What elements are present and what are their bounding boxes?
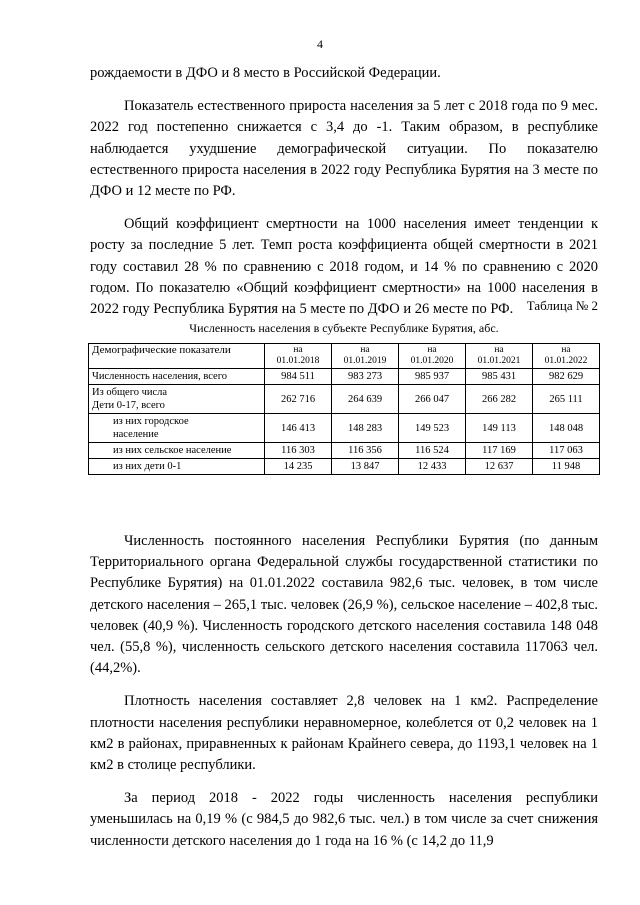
table-header-2021: на 01.01.2021 xyxy=(466,344,533,369)
paragraph-natural-growth: Показатель естественного прироста населения за 5 лет с 2018 года по 9 мес. 2022 год постепенно снижается с 3,4 до -1. Таким образом, в республике наблюдается ухудшение демографической ситуации. По показателю естественного прироста населения в 2022 году Республика Бурятия на 3 месте по ДФО и 12 месте по РФ. xyxy=(90,98,598,200)
table-caption: Численность населения в субъекте Республике Бурятия, абс. xyxy=(189,321,499,335)
table-row-label: из них городское население xyxy=(89,414,265,443)
table-cell: 266 047 xyxy=(399,385,466,414)
table-header-2018: на 01.01.2018 xyxy=(265,344,332,369)
bottom-text-block xyxy=(90,531,598,852)
table-cell: 13 847 xyxy=(332,459,399,475)
table-cell: 12 637 xyxy=(466,459,533,475)
table-row xyxy=(89,385,600,414)
table-row xyxy=(89,369,600,385)
paragraph-mortality: Общий коэффициент смертности на 1000 населения имеет тенденции к росту за последние 5 лет. Темп роста коэффициента общей смертности в 2021 году составил 28 % по сравнению с 2018 годом, и 14 % по сравнению с 2020 годом. По показателю «Общий коэффициент смертности» на 1000 населения в 2022 году Республика Бурятия на 5 месте по ДФО и 26 месте по РФ. xyxy=(90,216,598,318)
table-cell: 12 433 xyxy=(399,459,466,475)
table-cell: 116 356 xyxy=(332,443,399,459)
population-table xyxy=(88,343,600,475)
table-cell: 149 113 xyxy=(466,414,533,443)
table-row-label: из них дети 0-1 xyxy=(89,459,265,475)
table-row-label: Из общего числа Дети 0-17, всего xyxy=(89,385,265,414)
table-cell: 985 937 xyxy=(399,369,466,385)
table-row xyxy=(89,459,600,475)
table-row xyxy=(89,414,600,443)
table-header-indicator: Демографические показатели xyxy=(89,344,265,369)
paragraph-population-decline: За период 2018 - 2022 годы численность населения республики уменьшилась на 0,19 % (с 984,5 до 982,6 тыс. чел.) в том числе за счет снижения численности детского населения до 1 года на 16 % (с 14,2 до 11,9 xyxy=(90,790,598,849)
table-cell: 14 235 xyxy=(265,459,332,475)
table-cell: 983 273 xyxy=(332,369,399,385)
table-cell: 985 431 xyxy=(466,369,533,385)
table-cell: 262 716 xyxy=(265,385,332,414)
paragraph-population-density: Плотность населения составляет 2,8 человек на 1 км2. Распределение плотности населения республики неравномерное, колеблется от 0,2 человек на 1 км2 в районах, приравненных к районам Крайнего севера, до 1193,1 человек на 1 км2 в столице республики. xyxy=(90,693,598,774)
table-row xyxy=(89,443,600,459)
table-cell: 117 063 xyxy=(533,443,600,459)
table-row-label: Численность населения, всего xyxy=(89,369,265,385)
table-header-2019: на 01.01.2019 xyxy=(332,344,399,369)
table-cell: 11 948 xyxy=(533,459,600,475)
table-header-2022: на 01.01.2022 xyxy=(533,344,600,369)
page-number: 4 xyxy=(317,37,323,51)
top-text-block xyxy=(90,63,598,320)
table-cell: 148 283 xyxy=(332,414,399,443)
table-cell: 116 524 xyxy=(399,443,466,459)
paragraph-birth-rate-end: рождаемости в ДФО и 8 место в Российской Федерации. xyxy=(90,65,441,81)
table-cell: 116 303 xyxy=(265,443,332,459)
table-cell: 266 282 xyxy=(466,385,533,414)
paragraph-population-count: Численность постоянного населения Республики Бурятия (по данным Территориального органа Федеральной службы государственной статистики по Республике Бурятия) на 01.01.2022 составила 982,6 тыс. человек, в том числе детского населения – 265,1 тыс. человек (26,9 %), сельское население – 402,8 тыс. человек (40,9 %). Численность городского детского населения составила 148 048 чел. (55,8 %), численность сельского детского населения составила 117063 чел. (44,2%). xyxy=(90,533,598,677)
table-cell: 149 523 xyxy=(399,414,466,443)
table-cell: 984 511 xyxy=(265,369,332,385)
table-cell: 982 629 xyxy=(533,369,600,385)
table-cell: 146 413 xyxy=(265,414,332,443)
table-cell: 117 169 xyxy=(466,443,533,459)
table-header-row xyxy=(89,344,600,369)
table-cell: 264 639 xyxy=(332,385,399,414)
table-cell: 265 111 xyxy=(533,385,600,414)
table-cell: 148 048 xyxy=(533,414,600,443)
table-row-label: из них сельское население xyxy=(89,443,265,459)
table-header-2020: на 01.01.2020 xyxy=(399,344,466,369)
table-label: Таблица № 2 xyxy=(526,298,598,313)
